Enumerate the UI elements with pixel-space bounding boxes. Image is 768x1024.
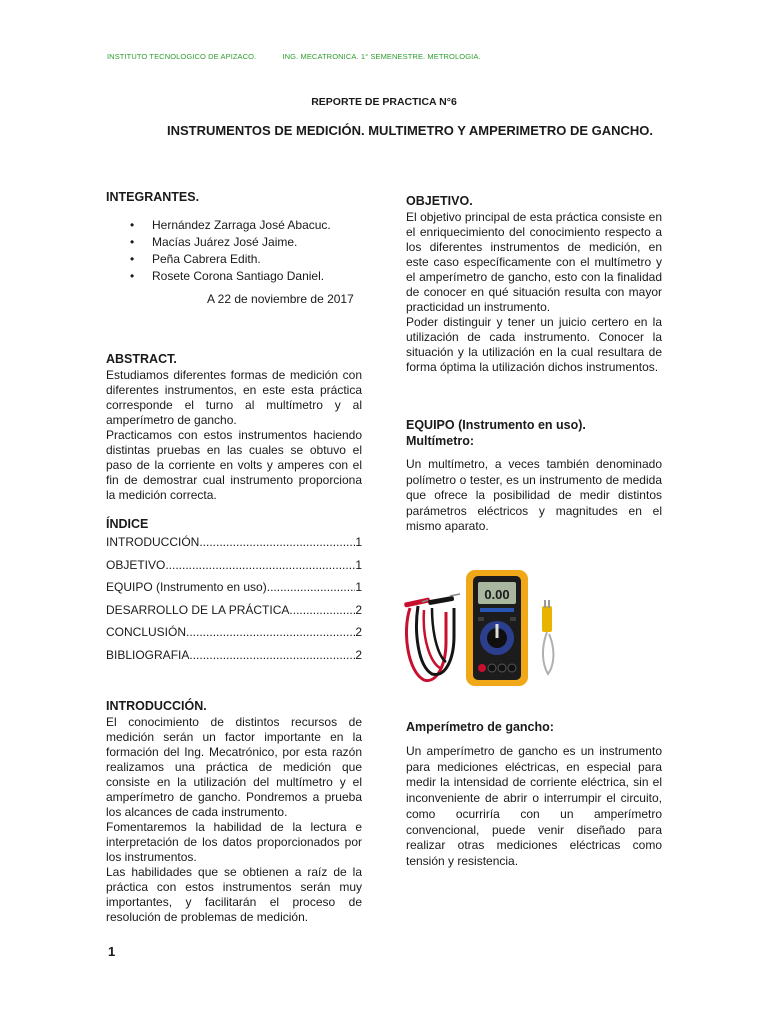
- toc-entry-introduccion[interactable]: [106, 531, 362, 554]
- toc-page: 2: [355, 647, 362, 662]
- members-list: [106, 217, 362, 285]
- abstract-section: [106, 352, 362, 503]
- multimeter-image: [402, 562, 574, 692]
- integrantes-section: [106, 190, 362, 306]
- toc-label: CONCLUSIÓN: [106, 625, 187, 639]
- document-header: [107, 52, 505, 61]
- multimetro-text: Un multímetro, a veces también denominado polímetro o tester, es un instrumento de medida que ofrece la posibilidad de medir distintos parámetros eléctricos y magnitudes en el mismo aparato.: [406, 457, 662, 533]
- black-probe: [428, 596, 454, 605]
- report-number: REPORTE DE PRACTICA N°6: [311, 96, 457, 108]
- amperimetro-heading: Amperímetro de gancho:: [406, 720, 554, 734]
- toc-entry-bibliografia[interactable]: [106, 644, 362, 667]
- index-heading: ÍNDICE: [106, 517, 149, 531]
- abstract-heading: ABSTRACT.: [106, 352, 177, 366]
- toc-page: 1: [355, 557, 362, 572]
- toc-label: INTRODUCCIÓN: [106, 535, 200, 549]
- toc-label: DESARROLLO DE LA PRÁCTICA.: [106, 602, 293, 617]
- toc-page: 1: [355, 580, 362, 594]
- toc-entry-conclusion[interactable]: [106, 621, 362, 644]
- index-section: [106, 517, 362, 666]
- objetivo-paragraph: Poder distinguir y tener un juicio certero en la utilización de cada instrumento. Conocer la situación y la utilización en la cual resultara de forma óptima la utilización dichos instrumentos.: [406, 315, 662, 374]
- member-item: • Peña Cabrera Edith.: [106, 251, 362, 268]
- toc-label: OBJETIVO: [106, 557, 166, 572]
- multimetro-heading: Multímetro:: [406, 434, 475, 448]
- toc-label: BIBLIOGRAFIA: [106, 647, 190, 662]
- member-item: • Macías Juárez José Jaime.: [106, 234, 362, 251]
- document-title: INSTRUMENTOS DE MEDICIÓN. MULTIMETRO Y AMPERIMETRO DE GANCHO.: [166, 123, 654, 138]
- introduccion-paragraph: Fomentaremos la habilidad de la lectura e interpretación de los datos proporcionados por los instrumentos.: [106, 820, 362, 864]
- toc-entry-desarrollo[interactable]: [106, 599, 362, 622]
- amperimetro-section: [406, 720, 662, 870]
- toc-page: 2: [355, 625, 362, 639]
- integrantes-heading: INTEGRANTES.: [106, 190, 200, 204]
- thermocouple-wire: [543, 632, 553, 674]
- page-number: 1: [108, 944, 116, 959]
- introduccion-paragraph: El conocimiento de distintos recursos de medición serán un factor importante en la formación del Ing. Mecatrónico, por esta razón realizamos una práctica de medición que consiste en la utilización del multímetro y el amperímetro de gancho. Pondremos a prueba los alcances de cada instrumento.: [106, 715, 362, 819]
- abstract-paragraph: Estudiamos diferentes formas de medición con diferentes instrumentos, en este esta práctica corresponde el turno al multímetro y al amperímetro de gancho.: [106, 368, 362, 427]
- toc-page: 1: [355, 535, 362, 549]
- equipo-heading: EQUIPO (Instrumento en uso).: [406, 418, 586, 432]
- introduccion-paragraph: Las habilidades que se obtienen a raíz de la práctica con estos instrumentos serán muy importantes, y facilitarán el proceso de resolución de problemas de medición.: [106, 865, 362, 924]
- multimeter-illustration: [402, 562, 574, 692]
- objetivo-paragraph: El objetivo principal de esta práctica consiste en el enriquecimiento del conocimiento respecto a los diferentes instrumentos de medición, en este caso específicamente con el multímetro y el amperímetro de gancho, esto con la finalidad de conocer en qué situación resulta con mayor practicidad un instrumento.: [406, 210, 662, 314]
- toc-page: 2: [355, 602, 362, 617]
- objetivo-section: [406, 194, 662, 375]
- header-institute: INSTITUTO TECNOLOGICO DE APIZACO.: [107, 52, 257, 61]
- dial-pointer: [496, 624, 499, 638]
- toc-entry-objetivo[interactable]: [106, 554, 362, 577]
- equipo-section: [406, 418, 662, 535]
- introduccion-heading: INTRODUCCIÓN.: [106, 699, 207, 713]
- amperimetro-text: Un amperímetro de gancho es un instrumento para mediciones eléctricas, en especial para medir la intensidad de corriente eléctrica, sin el inconveniente de abrir o interrumpir el circuito, como ocurriría con un amperímetro convencional, puede venir diseñado para realizar otras mediciones eléctricas como tensión y resistencia.: [406, 744, 662, 868]
- member-item: • Hernández Zarraga José Abacuc.: [106, 217, 362, 234]
- report-date: A 22 de noviembre de 2017: [207, 292, 354, 306]
- abstract-paragraph: Practicamos con estos instrumentos haciendo distintas pruebas en las cuales se obtuvo el paso de la corriente en volts y amperes con el fin de demostrar cual instrumento proporciona la medición correcta.: [106, 428, 362, 502]
- thermocouple-connector: [542, 606, 552, 632]
- toc-entry-equipo[interactable]: [106, 576, 362, 599]
- toc-label: EQUIPO (Instrumento en uso).: [106, 580, 271, 594]
- header-program: ING. MECATRONICA. 1° SEMENESTRE. METROLOGIA.: [282, 52, 481, 61]
- objetivo-heading: OBJETIVO.: [406, 194, 473, 208]
- introduccion-section: [106, 699, 362, 925]
- member-item: • Rosete Corona Santiago Daniel.: [106, 268, 362, 285]
- display-reading: 0.00: [484, 587, 510, 602]
- input-jack: [478, 664, 486, 672]
